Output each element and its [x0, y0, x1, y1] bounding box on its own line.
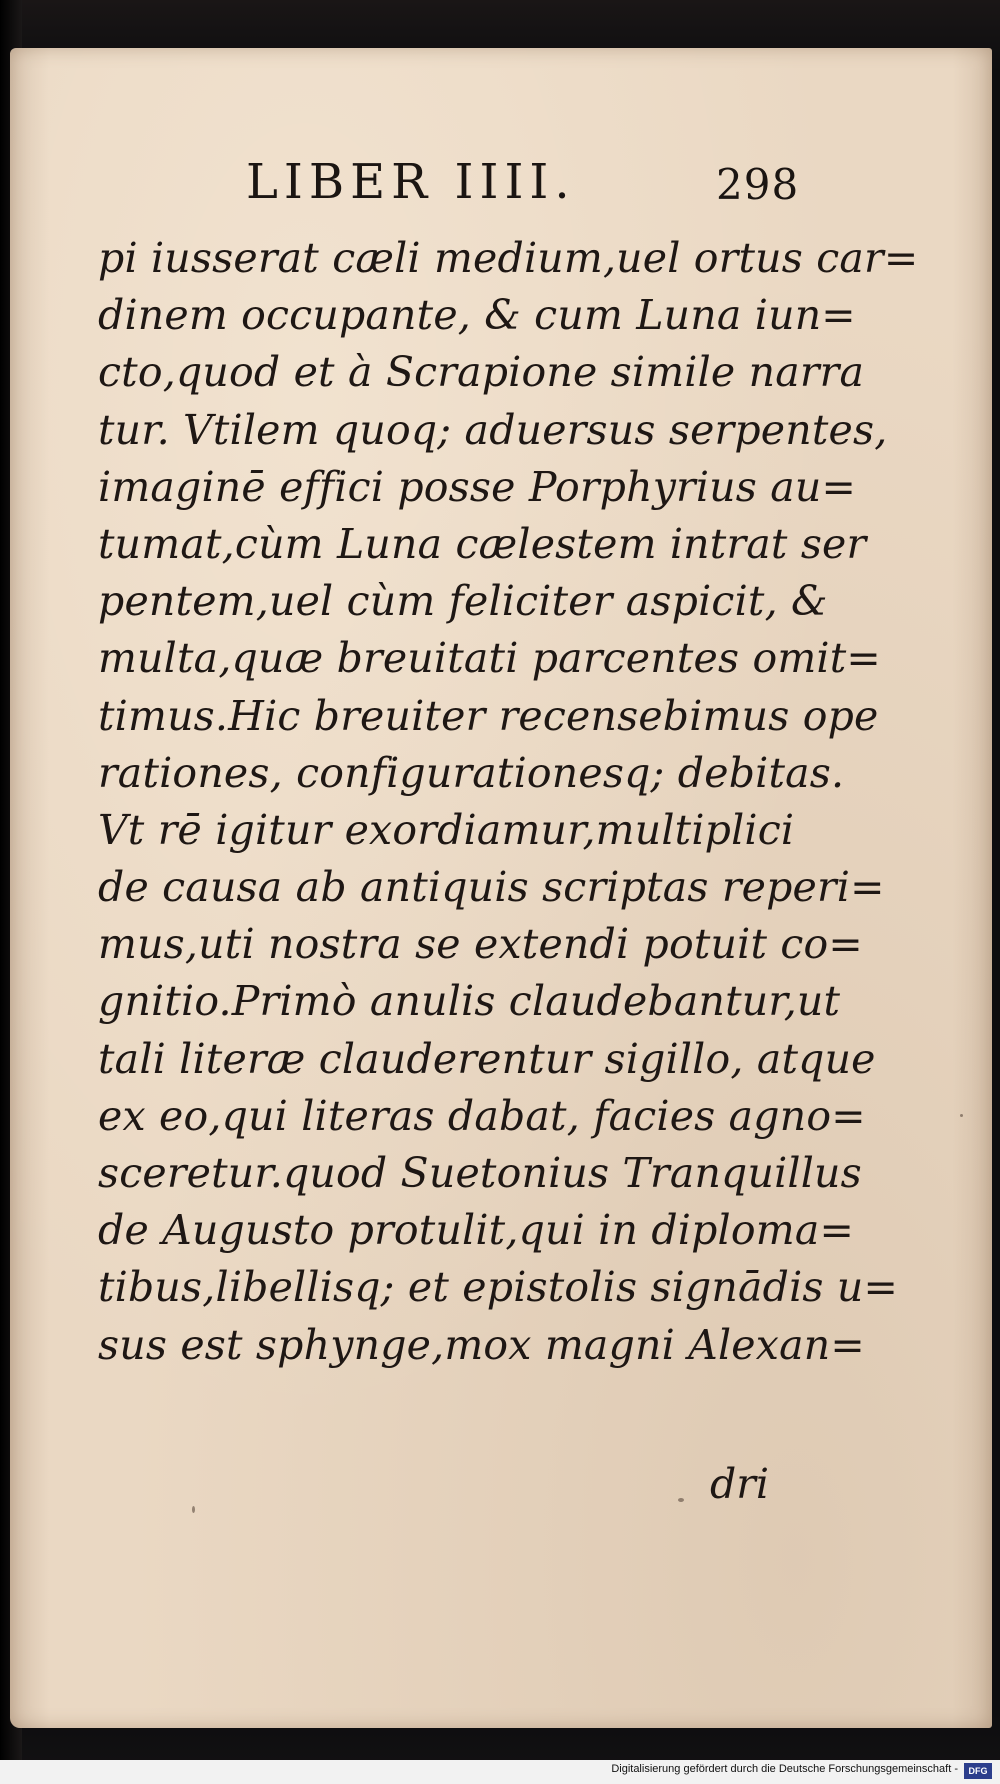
text-line: sceretur.quod Suetonius Tranquillus: [98, 1149, 862, 1197]
catchword: dri: [710, 1460, 769, 1508]
paper-speck: [960, 1114, 963, 1117]
text-line: de causa ab antiquis scriptas reperi=: [98, 863, 885, 912]
text-line: ex eo,qui literas dabat, facies agno=: [98, 1091, 866, 1140]
text-line: pentem,uel cùm feliciter aspicit, &: [98, 577, 828, 626]
text-line: Vt rē igitur exordiamur,multiplici: [98, 805, 795, 854]
paper-speck: [192, 1506, 195, 1513]
text-line: pi iusserat cæli medium,uel ortus car=: [98, 234, 919, 282]
text-block: [98, 230, 919, 1374]
running-title: LIBER IIII.: [246, 154, 576, 210]
text-line: dinem occupante, & cum Luna iun=: [98, 291, 856, 340]
text-line: rationes, configurationesq; debitas.: [98, 748, 845, 797]
page-header: [10, 154, 992, 234]
text-line: gnitio.Primò anulis claudebantur,ut: [98, 977, 841, 1026]
text-line: mus,uti nostra se extendi potuit co=: [98, 920, 863, 969]
text-line: tibus,libellisq; et epistolis signādis u=: [98, 1263, 899, 1312]
text-line: cto,quod et à Scrapione simile narra: [98, 348, 865, 397]
paper-speck: [678, 1498, 684, 1502]
digitization-footer: [0, 1760, 1000, 1784]
page-number: 298: [716, 160, 800, 209]
text-line: imaginē effici posse Porphyrius au=: [98, 462, 857, 511]
text-line: tali literæ clauderentur sigillo, atque: [98, 1034, 876, 1083]
text-line: tumat,cùm Luna cælestem intrat ser: [98, 519, 867, 568]
funding-note: Digitalisierung gefördert durch die Deutsche Forschungsgemeinschaft -: [611, 1763, 958, 1775]
text-line: de Augusto protulit,qui in diploma=: [98, 1206, 855, 1255]
dfg-logo: DFG: [964, 1763, 992, 1779]
text-line: timus.Hic breuiter recensebimus ope: [98, 691, 879, 740]
text-line: tur. Vtilem quoq; aduersus serpentes,: [98, 405, 888, 454]
text-line: multa,quæ breuitati parcentes omit=: [98, 634, 881, 683]
book-page: [10, 48, 992, 1728]
text-line: sus est sphynge,mox magni Alexan=: [98, 1320, 865, 1369]
